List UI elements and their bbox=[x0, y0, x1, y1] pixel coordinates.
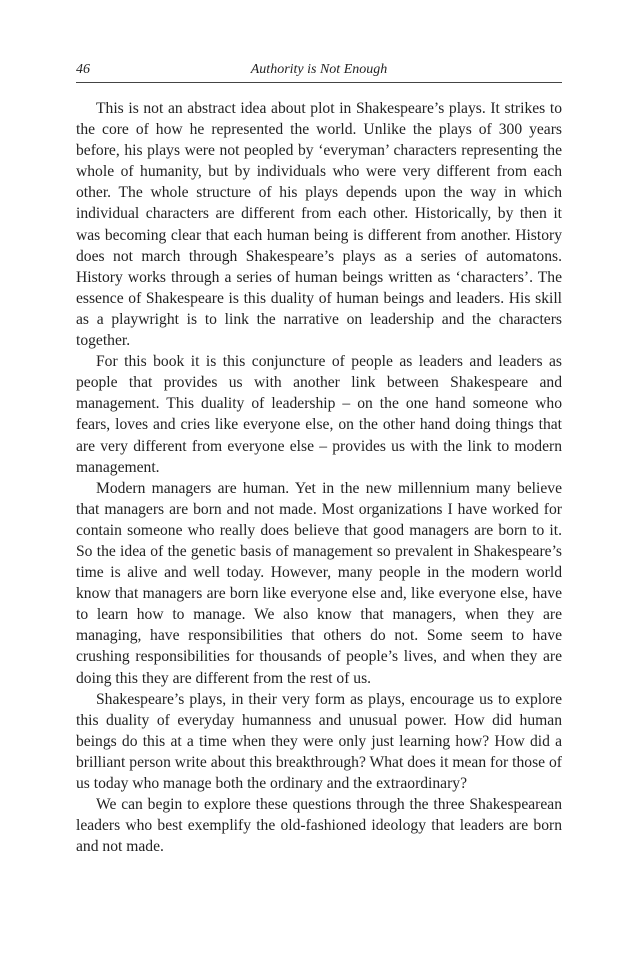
running-title: Authority is Not Enough bbox=[250, 62, 388, 77]
paragraph: For this book it is this conjuncture of people as leaders and leaders as people that provides us with another link between Shakespeare and management. This duality of leadership – on the one hand someone who fears, loves and cries like everyone else, on the other hand doing things that are very different from everyone else – provides us with the link to modern management. bbox=[76, 353, 562, 476]
paragraph: Shakespeare’s plays, in their very form as plays, encourage us to explore this duality of everyday humanness and unusual power. How did human beings do this at a time when they were only just learning how? How did a brilliant person write about this breakthrough? What does it mean for those of us today who manage both the ordinary and the extraordinary? bbox=[76, 690, 562, 792]
paragraph: We can begin to explore these questions through the three Shakespearean leaders who best exemplify the old-fashioned ideology that leaders are born and not made. bbox=[76, 796, 562, 856]
page-number: 46 bbox=[76, 62, 90, 77]
paragraph: Modern managers are human. Yet in the new millennium many believe that managers are born and not made. Most organizations I have worked for contain someone who really does believe that good managers are born to it. So the idea of the genetic basis of management so prevalent in Shakespeare’s time is alive and well today. However, many people in the modern world know that managers are born like everyone else and, like everyone else, have to learn how to manage. We also know that managers, when they are managing, have responsibilities that others do not. Some seem to have crushing responsibilities for thousands of people’s lives, and when they are doing this they are different from the rest of us. bbox=[76, 479, 562, 687]
paragraph: This is not an abstract idea about plot in Shakespeare’s plays. It strikes to the core of how he represented the world. Unlike the plays of 300 years before, his plays were not peopled by ‘everyman’ characters representing the whole of humanity, but by individuals who were very different from each other. The whole structure of his plays depends upon the way in which individual characters are different from each other. Historically, by then it was becoming clear that each human being is different from another. History does not march through Shakespeare’s plays as a series of automatons. History works through a series of human beings written as ‘characters’. The essence of Shakespeare is this duality of human beings and leaders. His skill as a playwright is to link the narrative on leadership and the characters together. bbox=[76, 100, 562, 350]
running-header bbox=[76, 60, 562, 83]
body-text bbox=[76, 98, 562, 857]
